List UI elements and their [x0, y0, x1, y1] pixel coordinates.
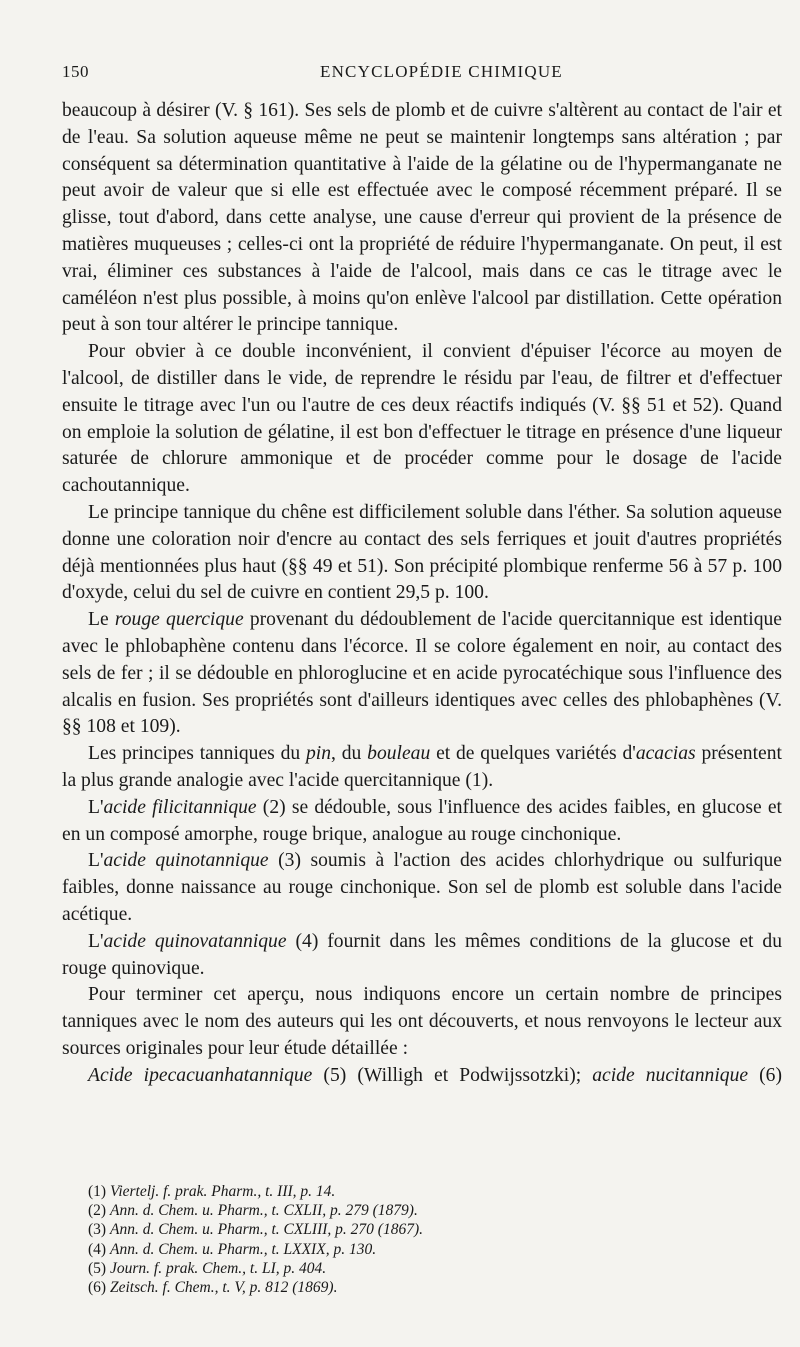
paragraph	[62, 607, 782, 741]
footnote-text: Viertelj. f. prak. Pharm., t. III, p. 14.	[110, 1183, 336, 1200]
paragraph	[62, 848, 782, 928]
running-head: ENCYCLOPÉDIE CHIMIQUE	[320, 62, 563, 81]
footnote-text: Ann. d. Chem. u. Pharm., t. CXLII, p. 279 (1879).	[110, 1202, 418, 1220]
italic-text: acide nucitannique	[592, 1064, 749, 1086]
italic-text: bouleau	[367, 743, 431, 765]
text-run: Pour obvier à ce double inconvénient, il convient d'épuiser l'écorce au moyen de l'alcool, de distiller dans le vide, de reprendre le résidu par l'eau, de filtrer et d'effectuer ensuite le titrage avec l'un ou l'autre de ces deux réactifs indiqués (V. §§ 51 et 52). Quand on emploie la solution de gélatine, il est bon d'effectuer le titrage en présence d'une liqueur saturée de chlorure ammonique et de procéder comme pour le dosage de l'acide cachoutannique.	[62, 341, 782, 497]
footnote-number: (5)	[88, 1259, 107, 1277]
text-run: (5) (Willigh et Podwijssotzki);	[312, 1064, 593, 1086]
footnote-number: (3)	[88, 1221, 107, 1239]
paragraph	[62, 795, 782, 849]
footnote	[88, 1220, 688, 1239]
italic-text: acide filicitannique	[103, 796, 257, 818]
italic-text: rouge quercique	[114, 609, 244, 631]
text-run: provenant du dédoublement de l'acide quercitannique est identique avec le phlobaphène contenu dans l'écorce. Il se colore également en noir, au contact des sels de fer ; il se dédouble en phloroglucine et en acide pyrocatéchique sous l'influence des alcalis en fusion. Ses propriétés sont d'ailleurs identiques avec celles des phlobaphènes (V. §§ 108 et 109).	[62, 609, 782, 738]
text-run: (4) fournit dans les mêmes conditions de la glucose et du rouge quinovique.	[62, 930, 782, 979]
footnote-text: Journ. f. prak. Chem., t. LI, p. 404.	[110, 1259, 327, 1277]
footnote-text: Ann. d. Chem. u. Pharm., t. CXLIII, p. 270 (1867).	[110, 1221, 423, 1239]
footnote	[88, 1278, 688, 1297]
italic-text: pin	[306, 743, 332, 765]
footnote	[88, 1201, 688, 1220]
text-run: Pour terminer cet aperçu, nous indiquons encore un certain nombre de principes tanniques avec le nom des auteurs qui les ont découverts, et nous renvoyons le lecteur aux sources originales pour leur étude détaillée :	[62, 984, 782, 1059]
text-run: , du	[331, 743, 368, 765]
paragraph	[62, 500, 782, 607]
paragraph	[62, 98, 782, 339]
footnote	[88, 1182, 688, 1201]
text-run: (6)	[748, 1064, 782, 1086]
footnote-number: (2)	[88, 1202, 107, 1220]
italic-text: acide quinovatannique	[103, 930, 287, 952]
text-run: présentent la plus grande analogie avec l'acide quercitannique (1).	[62, 743, 782, 791]
paragraph	[62, 1063, 782, 1090]
text-run: L'	[88, 930, 104, 952]
footnote-number: (4)	[88, 1240, 107, 1258]
text-run: et de quelques variétés d'	[430, 743, 636, 765]
page-header	[62, 62, 762, 88]
italic-text: Acide ipecacuanhatannique	[88, 1064, 313, 1086]
body-text	[62, 98, 782, 1089]
footnote-number: (6)	[88, 1279, 107, 1297]
paragraph	[62, 929, 782, 983]
footnote	[88, 1259, 688, 1278]
footnote-text: Ann. d. Chem. u. Pharm., t. LXXIX, p. 130.	[110, 1240, 377, 1258]
footnotes	[88, 1182, 688, 1297]
paragraph	[62, 982, 782, 1062]
text-run: Le principe tannique du chêne est difficilement soluble dans l'éther. Sa solution aqueuse donne une coloration noir d'encre au contact des sels ferriques et jouit d'autres propriétés déjà mentionnées plus haut (§§ 49 et 51). Son précipité plombique renferme 56 à 57 p. 100 d'oxyde, celui du sel de cuivre en contient 29,5 p. 100.	[62, 501, 782, 604]
italic-text: acide quinotannique	[103, 850, 269, 872]
text-run: L'	[88, 796, 104, 818]
text-run: (2) se dédouble, sous l'influence des acides faibles, en glucose et en un composé amorphe, rouge brique, analogue au rouge cinchonique.	[62, 796, 782, 845]
text-run: L'	[88, 850, 104, 872]
paragraph	[62, 741, 782, 795]
footnote-number: (1)	[88, 1183, 107, 1200]
text-run: Le	[88, 609, 115, 631]
page-number: 150	[62, 62, 89, 81]
footnote-text: Zeitsch. f. Chem., t. V, p. 812 (1869).	[110, 1279, 338, 1297]
italic-text: acacias	[635, 743, 696, 765]
text-run: beaucoup à désirer (V. § 161). Ses sels de plomb et de cuivre s'altèrent au contact de l'air et de l'eau. Sa solution aqueuse même ne peut se maintenir longtemps sans altération ; par conséquent sa détermination quantitative à l'aide de la gélatine ou de l'hypermanganate ne peut avoir de valeur que si elle est effectuée avec le composé récemment préparé. Il se glisse, tout d'abord, dans cette analyse, une cause d'erreur qui provient de la présence de matières muqueuses ; celles-ci ont la propriété de réduire l'hypermanganate. On peut, il est vrai, éliminer ces substances à l'aide de l'alcool, mais dans ce cas le titrage avec le caméléon n'est plus possible, à moins qu'on enlève l'alcool par distillation. Cette opération peut à son tour altérer le principe tannique.	[62, 100, 782, 336]
footnote	[88, 1240, 688, 1259]
text-run: Les principes tanniques du	[88, 743, 306, 765]
paragraph	[62, 339, 782, 500]
text-run: (3) soumis à l'action des acides chlorhydrique ou sulfurique faibles, donne naissance au rouge cinchonique. Son sel de plomb est soluble dans l'acide acétique.	[62, 850, 782, 925]
